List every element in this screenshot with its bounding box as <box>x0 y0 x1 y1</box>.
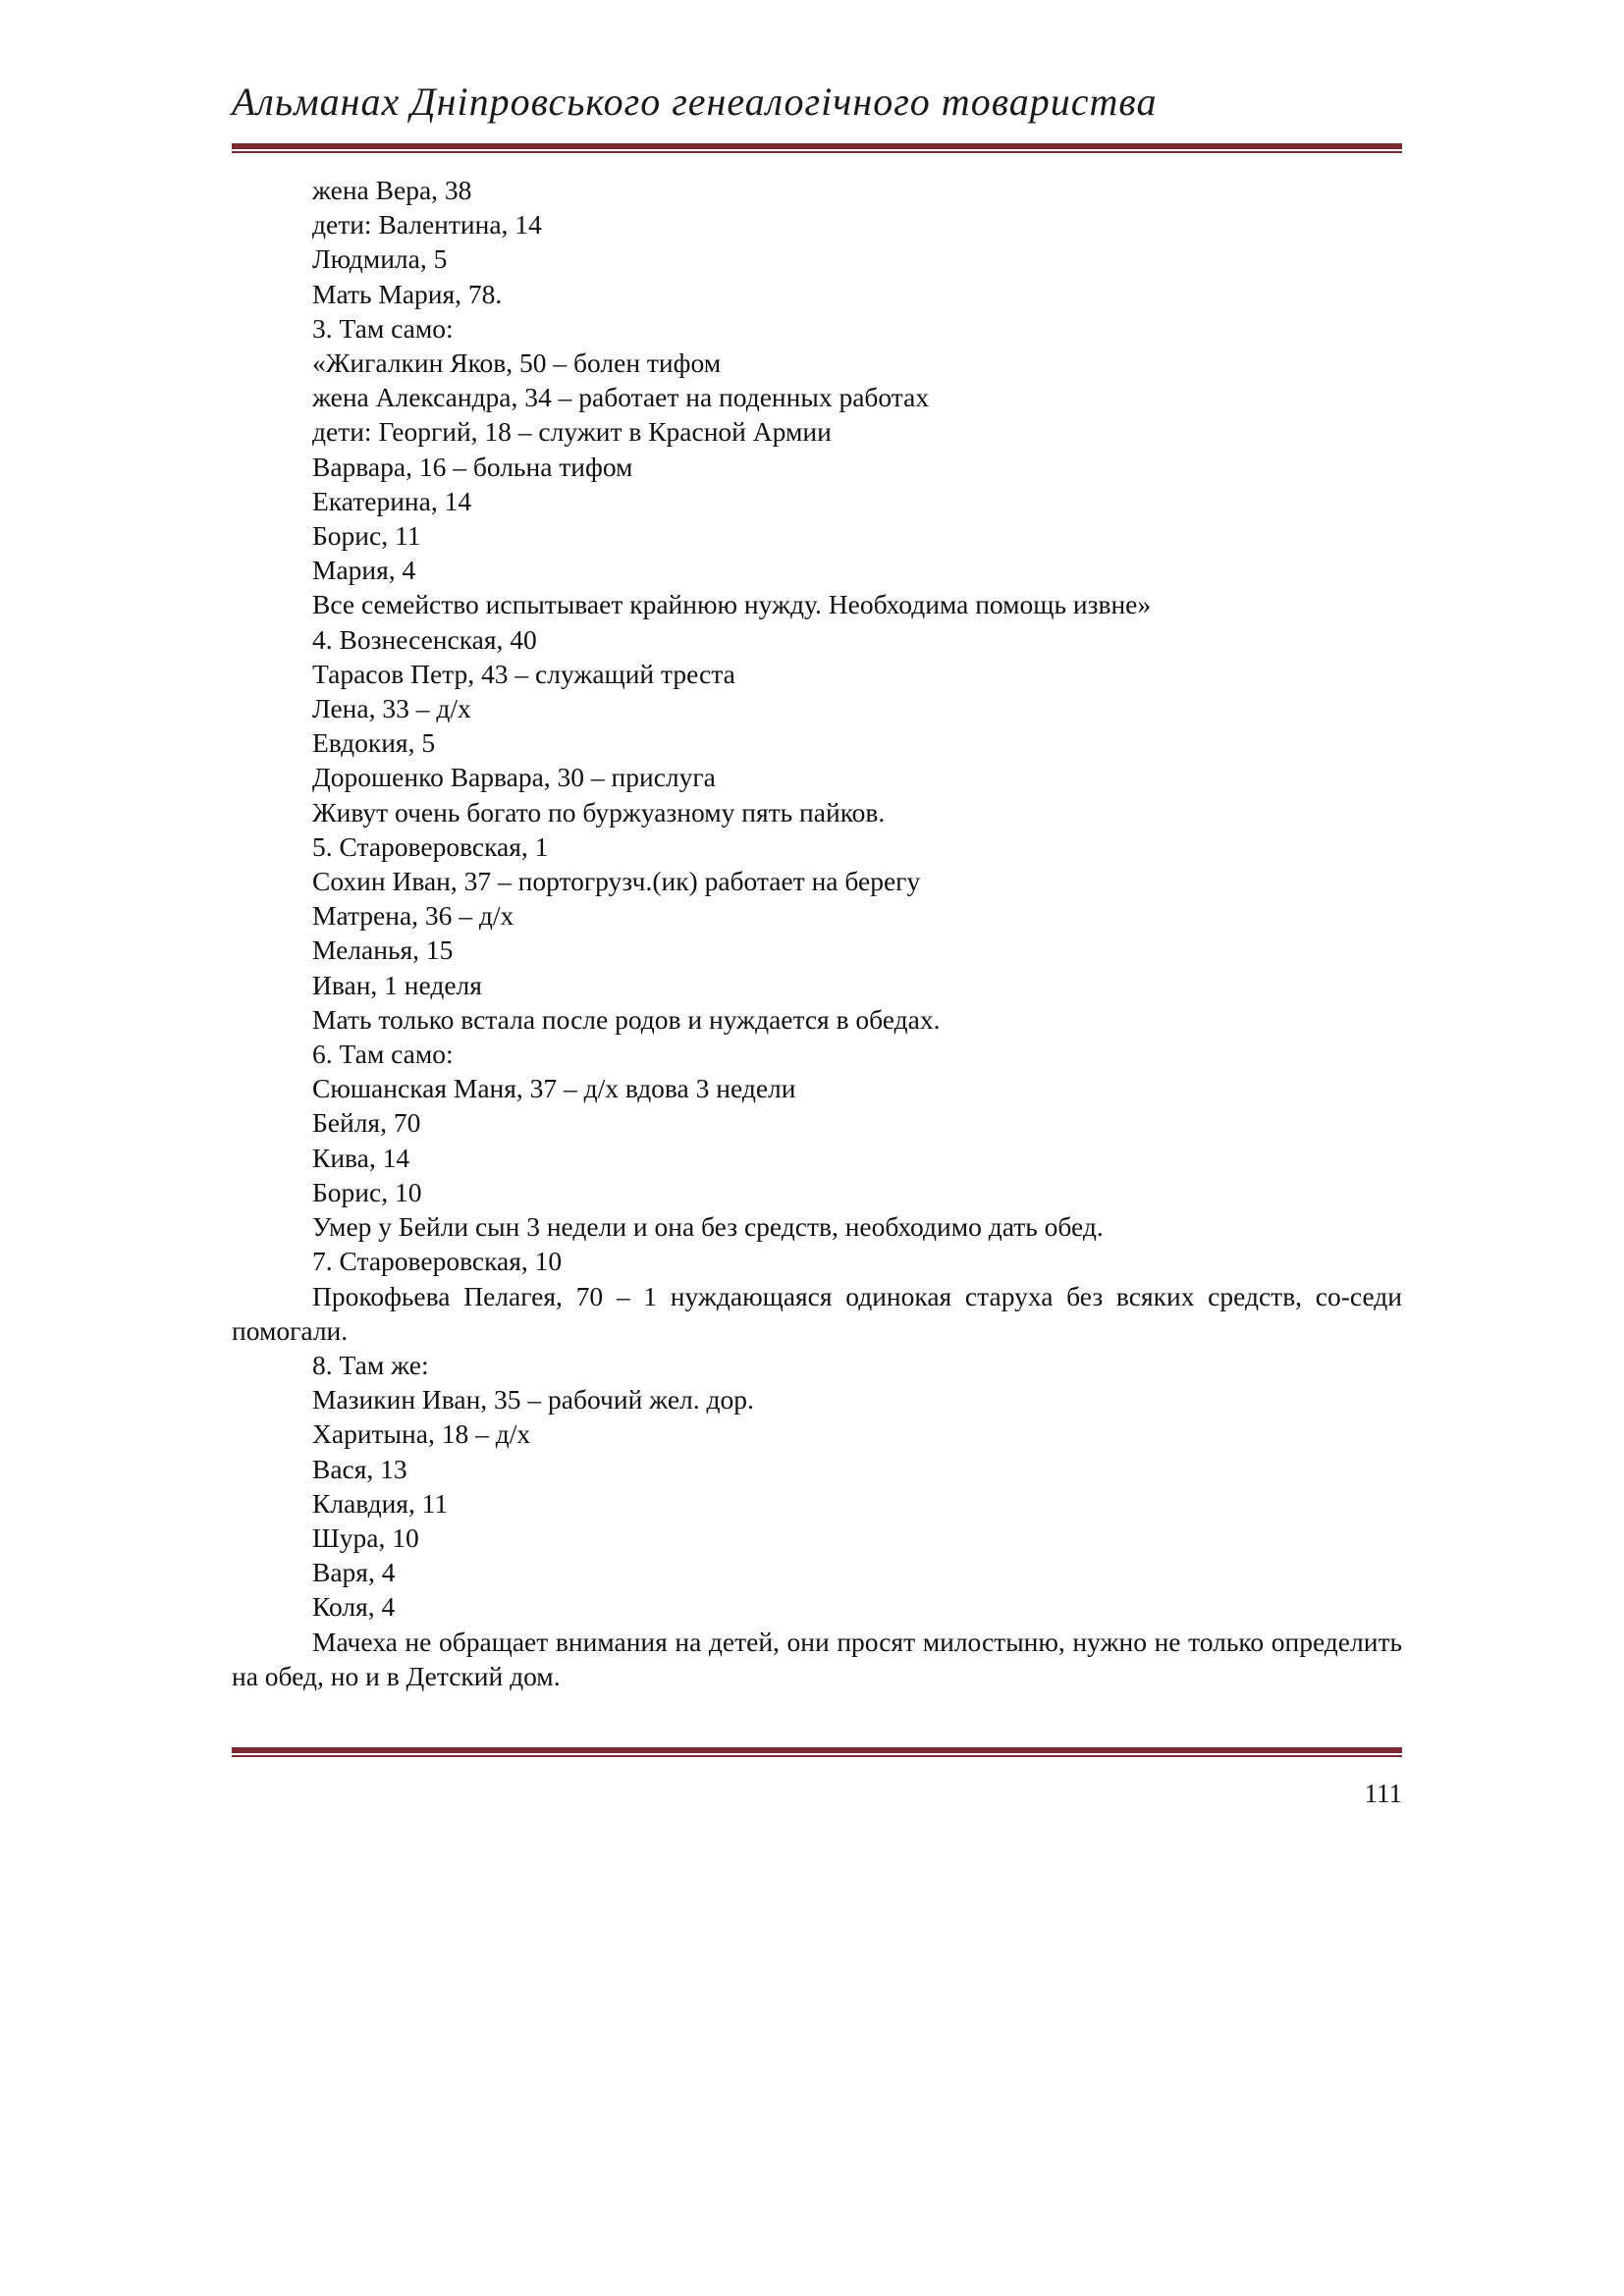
text-line: Мазикин Иван, 35 – рабочий жел. дор. <box>312 1384 754 1415</box>
text-line: 4. Вознесенская, 40 <box>312 623 537 655</box>
text-line: дети: Георгий, 18 – служит в Красной Армии <box>312 416 832 448</box>
footer-rule-thick <box>232 1747 1402 1753</box>
text-line: Живут очень богато по буржуазному пять пайков. <box>312 796 886 828</box>
text-line: Клавдия, 11 <box>312 1487 449 1519</box>
text-paragraph: Мачеха не обращает внимания на детей, они просят милостыню, нужно не только определить на обед, но и в Детский дом. <box>232 1626 1402 1691</box>
text-line: Вася, 13 <box>312 1453 407 1484</box>
text-line: Сохин Иван, 37 – портогрузч.(ик) работает на берегу <box>312 866 921 897</box>
text-line: Лена, 33 – д/х <box>312 693 471 724</box>
page-number: 111 <box>1364 1779 1402 1808</box>
text-line: Харитына, 18 – д/х <box>312 1418 531 1450</box>
text-line: 8. Там же: <box>312 1349 429 1380</box>
text-line: Коля, 4 <box>312 1591 396 1623</box>
text-line: Матрена, 36 – д/х <box>312 900 514 932</box>
text-line: Мать только встала после родов и нуждается в обедах. <box>312 1003 941 1035</box>
text-line: Варвара, 16 – больна тифом <box>312 451 633 482</box>
footer-rule <box>232 1747 1402 1757</box>
text-line: Борис, 10 <box>312 1176 422 1207</box>
text-line: Сюшанская Маня, 37 – д/х вдова 3 недели <box>312 1073 796 1104</box>
text-line: Евдокия, 5 <box>312 727 436 759</box>
text-line: 3. Там само: <box>312 312 454 344</box>
text-line: Дорошенко Варвара, 30 – прислуга <box>312 762 716 793</box>
text-line: Кива, 14 <box>312 1142 410 1173</box>
text-line: Варя, 4 <box>312 1557 396 1588</box>
document-body <box>232 173 1402 1693</box>
almanac-title: Альманах Дніпровського генеалогічного товариства <box>232 80 1158 124</box>
text-line: Бейля, 70 <box>312 1107 421 1139</box>
text-line: Иван, 1 неделя <box>312 969 482 1000</box>
text-line: 7. Староверовская, 10 <box>312 1246 563 1277</box>
text-line: Шура, 10 <box>312 1522 419 1553</box>
text-line: Умер у Бейли сын 3 недели и она без средств, необходимо дать обед. <box>312 1211 1104 1243</box>
text-line: Людмила, 5 <box>312 243 448 275</box>
text-line: дети: Валентина, 14 <box>312 209 542 240</box>
text-line: 6. Там само: <box>312 1039 454 1070</box>
text-line: Мать Мария, 78. <box>312 278 503 309</box>
header-rule-thin <box>232 151 1402 153</box>
text-line: жена Александра, 34 – работает на поденных работах <box>312 382 930 413</box>
header-rule <box>232 143 1402 153</box>
text-line: Тарасов Петр, 43 – служащий треста <box>312 658 735 689</box>
header-rule-thick <box>232 143 1402 149</box>
text-line: жена Вера, 38 <box>312 175 472 205</box>
text-line: 5. Староверовская, 1 <box>312 830 549 862</box>
text-paragraph: Прокофьева Пелагея, 70 – 1 нуждающаяся одинокая старуха без всяких средств, со-седи помогали. <box>232 1280 1402 1346</box>
text-line: Меланья, 15 <box>312 934 454 966</box>
footer-rule-thin <box>232 1755 1402 1757</box>
text-line: Борис, 11 <box>312 520 421 552</box>
text-line: Екатерина, 14 <box>312 485 472 516</box>
text-line: Мария, 4 <box>312 555 416 586</box>
text-line: Все семейство испытывает крайнюю нужду. Необходима помощь извне» <box>312 589 1152 620</box>
text-line: «Жигалкин Яков, 50 – болен тифом <box>312 347 722 379</box>
